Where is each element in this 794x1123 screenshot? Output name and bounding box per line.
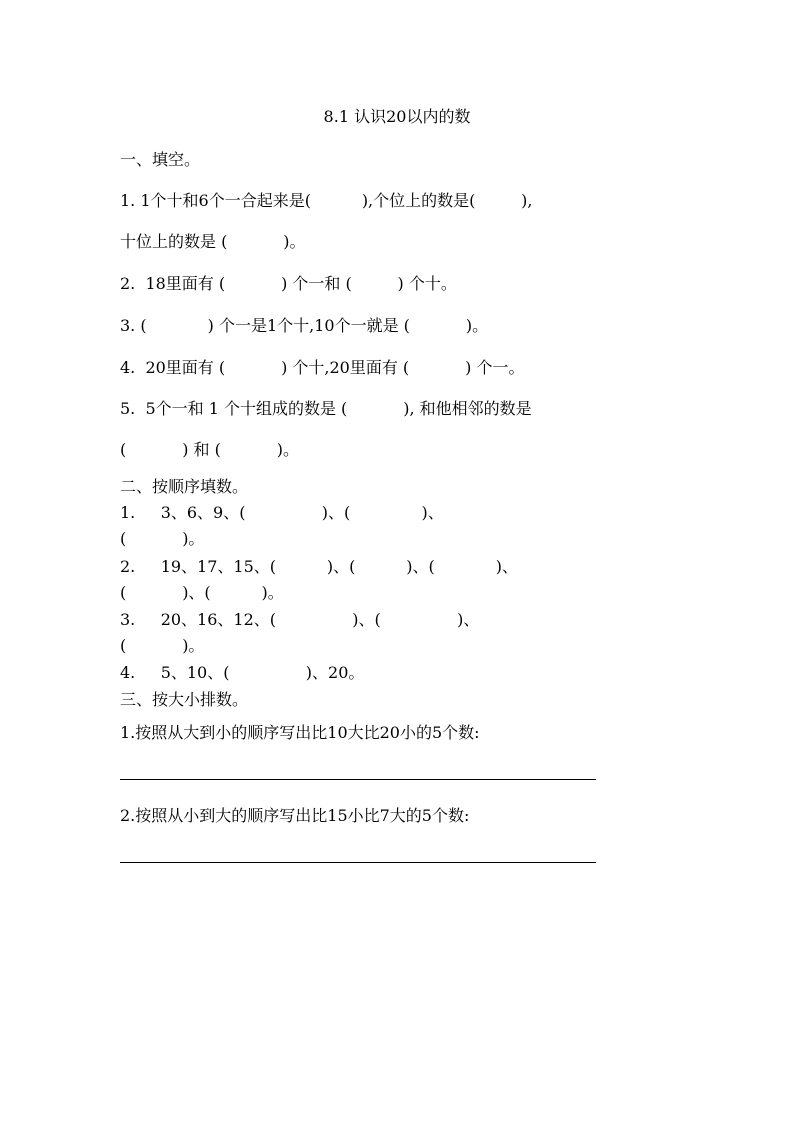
question-line: 1. 1个十和6个一合起来是( ),个位上的数是( ), [120,191,533,210]
question-line: ( )。 [120,636,205,655]
section-heading: 三、按大小排数。 [120,690,249,709]
answer-line[interactable] [120,779,596,780]
question-line: 4. 20里面有 ( ) 个十,20里面有 ( ) 个一。 [120,358,525,377]
question-line: 3. ( ) 个一是1个十,10个一就是 ( )。 [120,316,489,335]
page-title: 8.1 认识20以内的数 [323,107,471,126]
question-line: 1. 3、6、9、( )、( )、 [120,503,444,522]
question-line: 4. 5、10、( )、20。 [120,663,365,682]
question-line: ( )。 [120,529,205,548]
question-line: 2. 18里面有 ( ) 个一和 ( ) 个十。 [120,274,457,293]
section-heading: 二、按顺序填数。 [120,477,249,496]
question-line: 5. 5个一和 1 个十组成的数是 ( ), 和他相邻的数是 [120,399,532,418]
question-line: ( )、( )。 [120,583,284,602]
question-line: 3. 20、16、12、( )、( )、 [120,610,480,629]
answer-line[interactable] [120,862,596,863]
question-line: ( ) 和 ( )。 [120,440,300,459]
question-line: 2. 19、17、15、( )、( )、( )、 [120,557,518,576]
section-heading: 一、填空。 [120,150,201,169]
question-line: 十位上的数是 ( )。 [120,232,306,251]
question-line: 1.按照从大到小的顺序写出比10大比20小的5个数: [120,723,480,742]
question-line: 2.按照从小到大的顺序写出比15小比7大的5个数: [120,806,470,825]
